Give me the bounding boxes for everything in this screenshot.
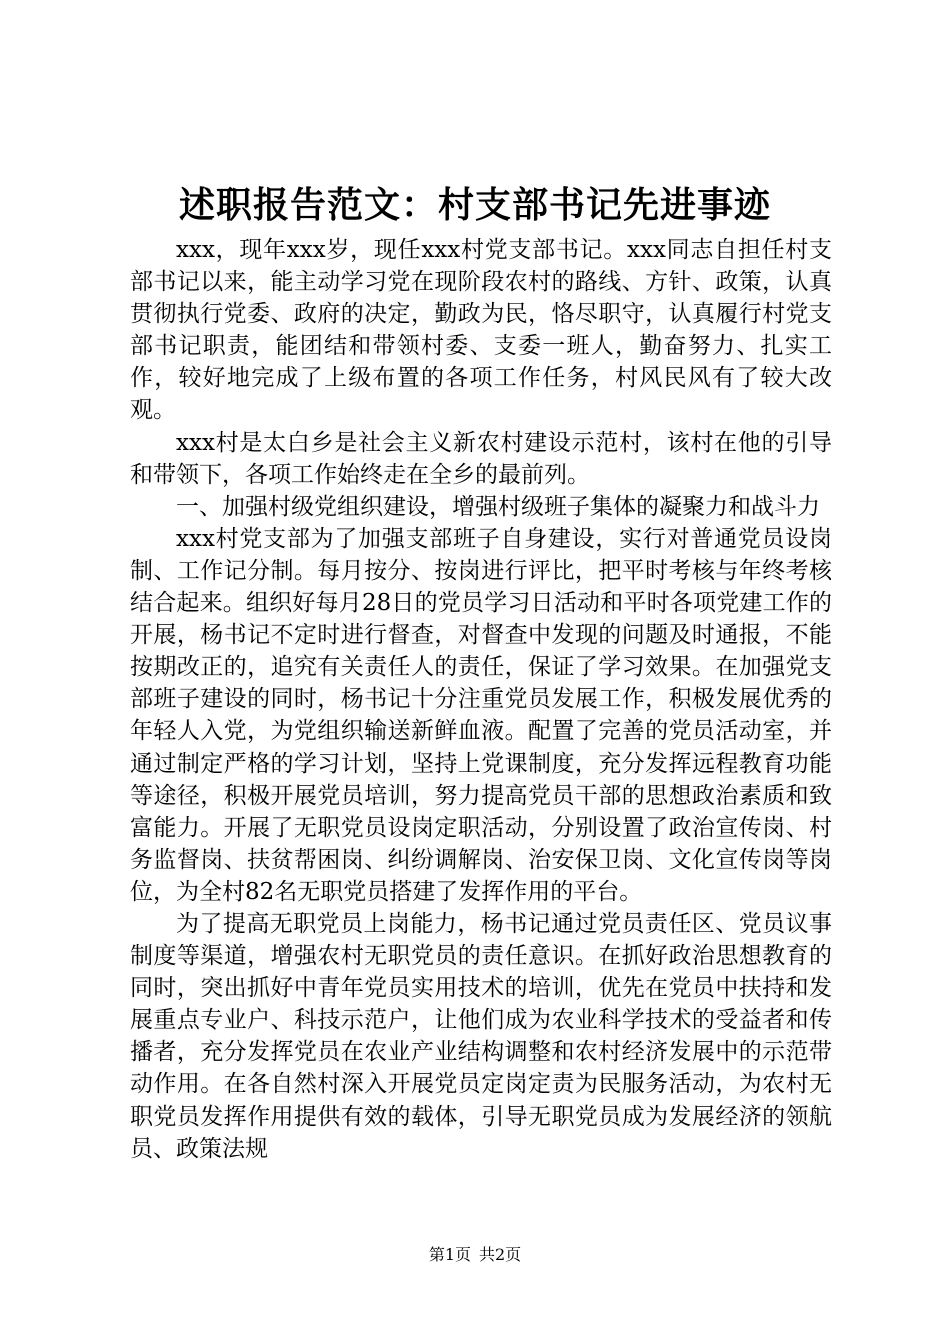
page-footer: [0, 1244, 950, 1266]
paragraph-village: xxx村是太白乡是社会主义新农村建设示范村，该村在他的引导和带领下，各项工作始终走在全乡的最前列。: [130, 429, 832, 488]
page-total: 共2页: [479, 1245, 522, 1264]
paragraph-intro: xxx，现年xxx岁，现任xxx村党支部书记。xxx同志自担任村支部书记以来，能主动学习党在现阶段农村的路线、方针、政策，认真贯彻执行党委、政府的决定，勤政为民，恪尽职守，认真履行村党支部书记职责，能团结和带领村委、支委一班人，勤奋努力、扎实工作，较好地完成了上级布置的各项工作任务，村风民风有了较大改观。: [130, 237, 832, 424]
document-title: 述职报告范文：村支部书记先进事迹: [178, 184, 771, 226]
paragraph-party-building: xxx村党支部为了加强支部班子自身建设，实行对普通党员设岗制、工作记分制。每月按分、按岗进行评比，把平时考核与年终考核结合起来。组织好每月28日的党员学习日活动和平时各项党建工作的开展，杨书记不定时进行督查，对督查中发现的问题及时通报，不能按期改正的，追究有关责任人的责任，保证了学习效果。在加强党支部班子建设的同时，杨书记十分注重党员发展工作，积极发展优秀的年轻人入党，为党组织输送新鲜血液。配置了完善的党员活动室，并通过制定严格的学习计划，坚持上党课制度，充分发挥远程教育功能等途径，积极开展党员培训，努力提高党员干部的思想政治素质和致富能力。开展了无职党员设岗定职活动，分别设置了政治宣传岗、村务监督岗、扶贫帮困岗、纠纷调解岗、治安保卫岗、文化宣传岗等岗位，为全村82名无职党员搭建了发挥作用的平台。: [130, 525, 832, 905]
section-heading-1: 一、加强村级党组织建设，增强村级班子集体的凝聚力和战斗力: [176, 493, 820, 520]
page-number: 第1页: [428, 1245, 471, 1264]
paragraph-member-training: 为了提高无职党员上岗能力，杨书记通过党员责任区、党员议事制度等渠道，增强农村无职党员的责任意识。在抓好政治思想教育的同时，突出抓好中青年党员实用技术的培训，优先在党员中扶持和发展重点专业户、科技示范户，让他们成为农业科学技术的受益者和传播者，充分发挥党员在农业产业结构调整和农村经济发展中的示范带动作用。在各自然村深入开展党员定岗定责为民服务活动，为农村无职党员发挥作用提供有效的载体，引导无职党员成为发展经济的领航员、政策法规: [130, 910, 832, 1162]
document-body: [130, 234, 832, 1165]
